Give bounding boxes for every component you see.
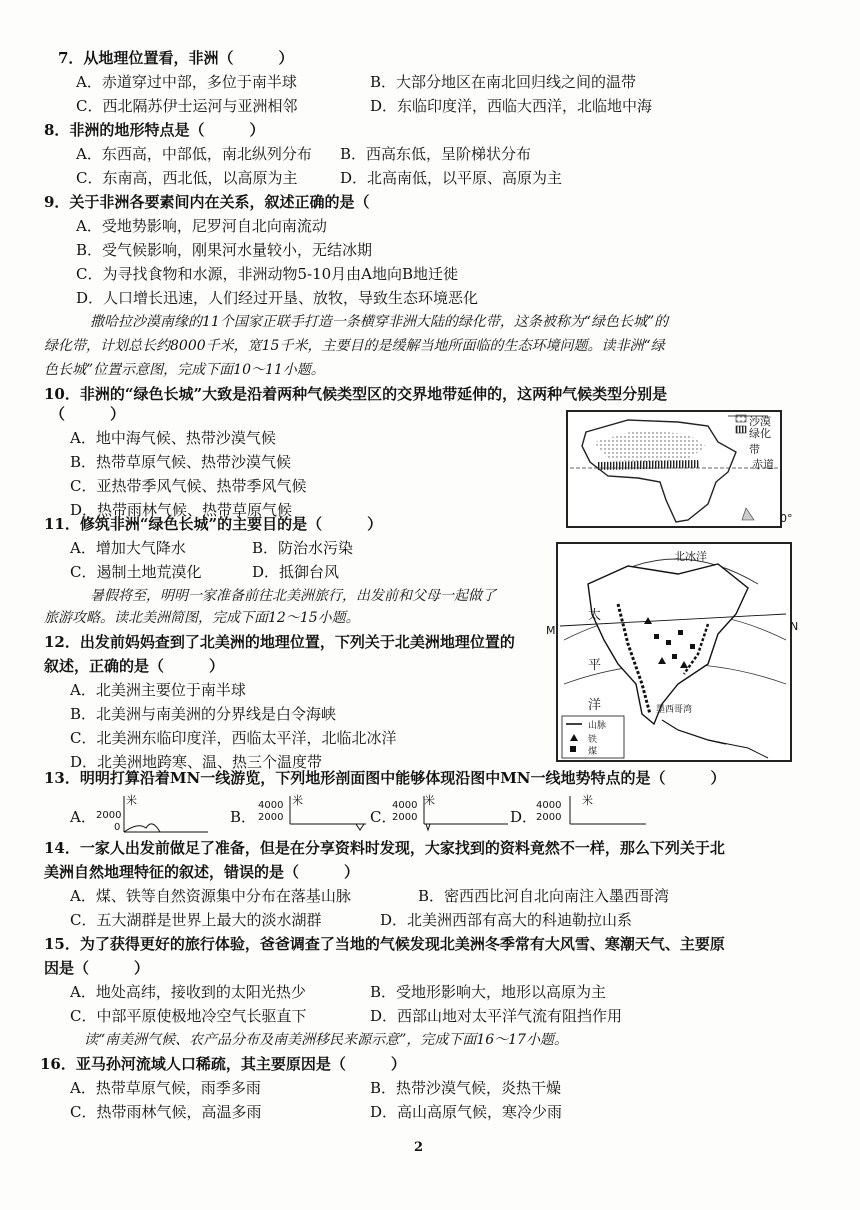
profile-a-tick-bottom: 0 — [114, 822, 121, 833]
question-11-option-a: A．增加大气降水 — [70, 539, 186, 557]
profile-d-unit: 米 — [582, 794, 593, 807]
intro-na-line-1: 暑假将至，明明一家准备前往北美洲旅行，出发前和父母一起做了 — [90, 588, 496, 604]
question-10-stem: 10．非洲的“绿色长城”大致是沿着两种气候类型区的交界地带延伸的，这两种气候类型分别是 — [44, 385, 668, 403]
na-legend-coal: 煤 — [588, 747, 598, 757]
profile-c-unit: 米 — [424, 794, 435, 807]
question-7-option-c: C．西北隔苏伊士运河与亚洲相邻 — [76, 97, 298, 115]
na-label-arctic-ocean: 北冰洋 — [674, 550, 707, 563]
question-7-option-a: A．赤道穿过中部，多位于南半球 — [76, 73, 297, 91]
profile-b-unit: 米 — [292, 794, 303, 807]
intro-green-wall-line-2: 绿化带，计划总长约8000千米，宽15千米，主要目的是缓解当地所面临的生态环境问题。读非洲“绿 — [44, 338, 665, 354]
intro-green-wall-line-3: 色长城”位置示意图，完成下面10～11小题。 — [44, 362, 325, 378]
question-12-option-b: B．北美洲与南美洲的分界线是白令海峡 — [70, 705, 337, 723]
question-9-option-a: A．受地势影响，尼罗河自北向南流动 — [76, 217, 327, 235]
question-15-option-a: A．地处高纬，接收到的太阳光热少 — [70, 983, 306, 1001]
question-9-stem: 9．关于非洲各要素间内在关系，叙述正确的是（ — [44, 193, 370, 211]
question-16-option-d: D．高山高原气候，寒冷少雨 — [370, 1103, 563, 1121]
na-label-pacific-2: 平 — [588, 658, 602, 673]
africa-legend-greenbelt: 绿化带 — [749, 427, 771, 456]
na-label-m: M — [546, 624, 556, 637]
question-10-option-a: A．地中海气候、热带沙漠气候 — [70, 429, 276, 447]
question-8-option-b: B．西高东低，呈阶梯状分布 — [340, 145, 532, 163]
question-12-stem: 12．出发前妈妈查到了北美洲的地理位置，下列关于北美洲地理位置的 — [44, 633, 515, 651]
profile-c-tick-top: 4000 — [392, 800, 418, 811]
profile-option-d — [510, 792, 650, 834]
profile-d-tick-bottom: 2000 — [536, 812, 562, 823]
question-14-option-b: B．密西西比河自北向南注入墨西哥湾 — [418, 887, 670, 905]
profile-option-b — [230, 792, 370, 834]
question-7-stem: 7．从地理位置看，非洲（ ） — [58, 49, 294, 67]
question-15-option-d: D．西部山地对太平洋气流有阻挡作用 — [370, 1007, 623, 1025]
question-9-option-b: B．受气候影响，刚果河水量较小，无结冰期 — [76, 241, 373, 259]
africa-label-zero: 0° — [780, 512, 793, 525]
question-16-option-c: C．热带雨林气候，高温多雨 — [70, 1103, 262, 1121]
question-7-option-d: D．东临印度洋，西临大西洋，北临地中海 — [370, 97, 653, 115]
question-14-option-c: C．五大湖群是世界上最大的淡水湖群 — [70, 911, 322, 929]
question-9-option-d: D．人口增长迅速，人们经过开垦、放牧，导致生态环境恶化 — [76, 289, 479, 307]
question-14-option-a: A．煤、铁等自然资源集中分布在落基山脉 — [70, 887, 351, 905]
profile-option-c — [370, 792, 510, 834]
question-10-option-b: B．热带草原气候、热带沙漠气候 — [70, 453, 292, 471]
profile-b-tick-bottom: 2000 — [258, 812, 284, 823]
question-15-option-b: B．受地形影响大，地形以高原为主 — [370, 983, 607, 1001]
question-14-stem: 14．一家人出发前做足了准备，但是在分享资料时发现，大家找到的资料竟然不一样，那么下列关于北 — [44, 839, 725, 857]
africa-label-equator: 赤道 — [752, 458, 774, 471]
profile-a-letter: A． — [70, 808, 96, 826]
na-legend-mountain: 山脉 — [588, 721, 607, 731]
page-number: 2 — [414, 1140, 424, 1155]
question-8-option-d: D．北高南低，以平原、高原为主 — [340, 169, 563, 187]
profile-option-a — [70, 792, 210, 834]
question-12-option-a: A．北美洲主要位于南半球 — [70, 681, 246, 699]
intro-sa: 读“南美洲气候、农产品分布及南美洲移民来源示意”，完成下面16～17小题。 — [84, 1032, 568, 1048]
question-12-option-c: C．北美洲东临印度洋，西临太平洋，北临北冰洋 — [70, 729, 397, 747]
na-label-n: N — [790, 620, 799, 633]
question-15-stem: 15．为了获得更好的旅行体验，爸爸调查了当地的气候发现北美洲冬季常有大风雪、寒潮天气、主要原 — [44, 935, 725, 953]
na-label-pacific-1: 太 — [588, 608, 602, 623]
profile-b-tick-top: 4000 — [258, 800, 284, 811]
na-label-gulf: 墨西哥湾 — [656, 705, 693, 715]
question-14-option-d: D．北美洲西部有高大的科迪勒拉山系 — [380, 911, 633, 929]
question-10-stem-2: （ ） — [50, 405, 126, 423]
question-10-option-d: D．热带雨林气候、热带草原气候 — [70, 501, 293, 519]
question-10-option-c: C．亚热带季风气候、热带季风气候 — [70, 477, 307, 495]
question-16-stem: 16．亚马孙河流域人口稀疏，其主要原因是（ ） — [40, 1055, 406, 1073]
profile-d-tick-top: 4000 — [536, 800, 562, 811]
question-8-stem: 8．非洲的地形特点是（ ） — [44, 121, 265, 139]
question-8-option-c: C．东南高，西北低，以高原为主 — [76, 169, 298, 187]
profile-d-letter: D． — [510, 808, 538, 826]
question-8-option-a: A．东西高，中部低，南北纵列分布 — [76, 145, 312, 163]
question-15-option-c: C．中部平原使极地冷空气长驱直下 — [70, 1007, 307, 1025]
question-11-option-d: D．抵御台风 — [252, 563, 340, 581]
africa-green-wall-map — [566, 410, 782, 528]
question-11-stem: 11．修筑非洲“绿色长城”的主要目的是（ ） — [44, 515, 383, 533]
question-11-option-c: C．遏制土地荒漠化 — [70, 563, 202, 581]
intro-na-line-2: 旅游攻略。读北美洲简图，完成下面12～15小题。 — [44, 610, 360, 626]
profile-c-tick-bottom: 2000 — [392, 812, 418, 823]
question-13-stem: 13．明明打算沿着MN一线游览，下列地形剖面图中能够体现沿图中MN一线地势特点的是（ ） — [44, 769, 726, 787]
question-15-stem-2: 因是（ ） — [44, 959, 150, 977]
question-7-option-b: B．大部分地区在南北回归线之间的温带 — [370, 73, 637, 91]
north-america-map — [556, 542, 792, 762]
africa-legend-desert: 沙漠 — [749, 415, 771, 428]
profile-c-letter: C． — [370, 808, 397, 826]
question-9-option-c: C．为寻找食物和水源，非洲动物5-10月由A地向B地迁徙 — [76, 265, 459, 283]
question-11-option-b: B．防治水污染 — [252, 539, 354, 557]
question-14-stem-2: 美洲自然地理特征的叙述，错误的是（ ） — [44, 863, 360, 881]
question-16-option-b: B．热带沙漠气候，炎热干燥 — [370, 1079, 562, 1097]
na-label-pacific-3: 洋 — [588, 698, 602, 713]
profile-a-unit: 米 — [126, 794, 137, 807]
question-16-option-a: A．热带草原气候，雨季多雨 — [70, 1079, 261, 1097]
profile-b-letter: B． — [230, 808, 257, 826]
intro-green-wall-line-1: 撒哈拉沙漠南缘的11个国家正联手打造一条横穿非洲大陆的绿化带，这条被称为“绿色长城”的 — [90, 314, 669, 330]
na-legend-iron: 铁 — [588, 735, 598, 745]
question-12-stem-2: 叙述，正确的是（ ） — [44, 657, 225, 675]
question-12-option-d: D．北美洲地跨寒、温、热三个温度带 — [70, 753, 323, 771]
profile-a-tick-top: 2000 — [96, 810, 122, 821]
